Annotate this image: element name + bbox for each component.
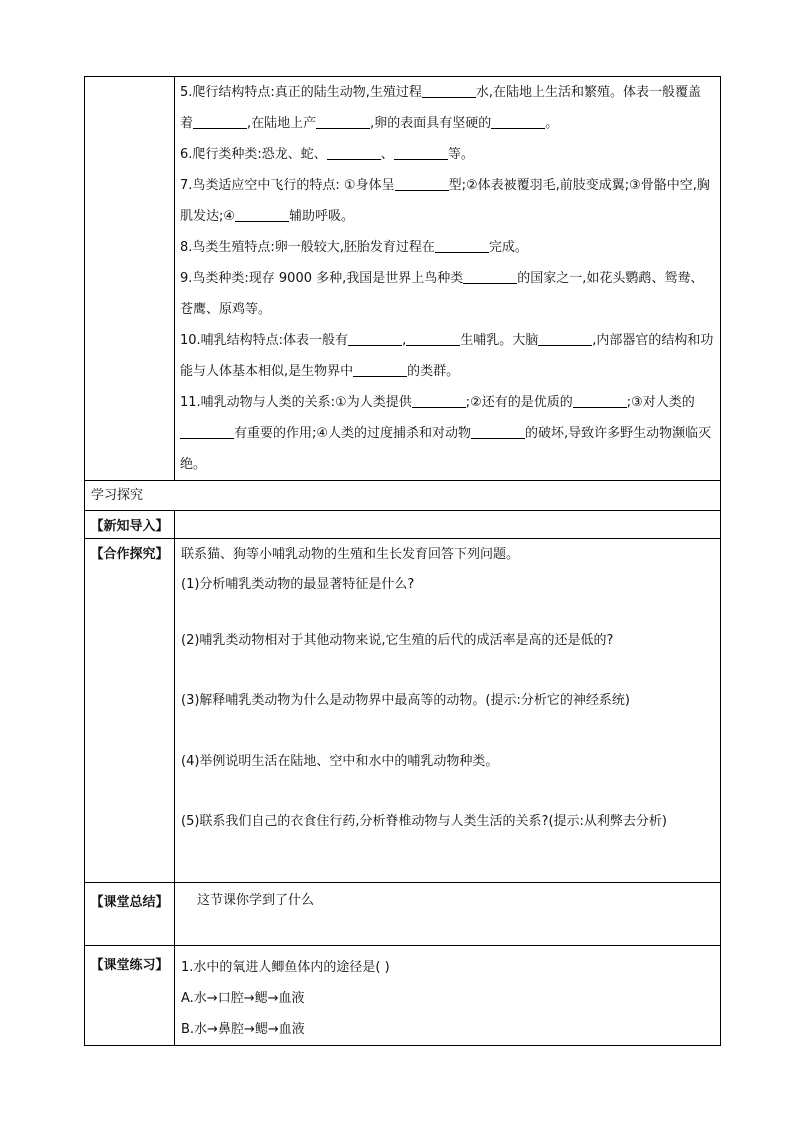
summary-content	[175, 883, 721, 946]
review-5-text-c: ,在陆地上产	[247, 116, 317, 131]
coop-question-5: (5)联系我们自己的衣食住行药,分析脊椎动物与人类生活的关系?(提示:从利弊去分析)	[181, 814, 667, 829]
review-item-8	[175, 232, 720, 263]
review-5-text-d: ,卵的表面具有坚硬的	[370, 116, 492, 131]
practice-option-b: B.水→鼻腔→鳃→血液	[181, 1022, 305, 1037]
blank[interactable]	[406, 332, 460, 346]
practice-option-a: A.水→口腔→鳃→血液	[181, 991, 305, 1006]
review-11-text-e: 的破坏,导致许多野生动物濒临灭绝。	[180, 426, 712, 472]
review-11-text-c: ;③对人类的	[626, 395, 695, 410]
blank[interactable]	[348, 332, 402, 346]
explore-title-row	[85, 481, 721, 511]
review-item-7	[175, 170, 720, 232]
intro-content[interactable]	[175, 511, 721, 539]
review-10-text-a: 10.哺乳结构特点:体表一般有	[180, 333, 349, 348]
worksheet-table	[84, 76, 721, 1046]
review-7-text-a: 7.鸟类适应空中飞行的特点: ①身体呈	[180, 178, 395, 193]
explore-title: 学习探究	[85, 481, 721, 511]
coop-label: 【合作探究】	[85, 539, 175, 883]
review-10-text-d: ,内部器官的结构和功能与人体基本相似,是生物界中	[180, 333, 714, 379]
review-5-text-a: 5.爬行结构特点:真正的陆生动物,生殖过程	[180, 85, 422, 100]
review-7-text-b: 型;②体表被覆羽毛,前肢变成翼;③骨骼中空,胸肌发达;④	[180, 178, 710, 224]
review-5-text-e: 。	[545, 116, 559, 131]
review-content-cell	[175, 77, 721, 481]
review-item-9	[175, 263, 720, 325]
practice-row	[85, 946, 721, 1046]
review-11-text-d: 有重要的作用;④人类的过度捕杀和对动物	[234, 426, 472, 441]
coop-question-2: (2)哺乳类动物相对于其他动物来说,它生殖的后代的成活率是高的还是低的?	[181, 633, 614, 648]
intro-label: 【新知导入】	[85, 511, 175, 539]
review-11-text-a: 11.哺乳动物与人类的关系:①为人类提供	[180, 395, 412, 410]
review-8-text-b: 完成。	[488, 240, 528, 255]
blank[interactable]	[180, 425, 234, 439]
blank[interactable]	[412, 394, 466, 408]
review-7-text-c: 辅助呼吸。	[289, 209, 355, 224]
blank[interactable]	[327, 146, 381, 160]
review-item-6	[175, 139, 720, 170]
coop-question-3: (3)解释哺乳类动物为什么是动物界中最高等的动物。(提示:分析它的神经系统)	[181, 693, 630, 708]
review-10-text-e: 的类群。	[407, 364, 460, 379]
review-10-text-b: ,	[402, 333, 407, 348]
blank[interactable]	[491, 115, 545, 129]
blank[interactable]	[394, 146, 448, 160]
blank[interactable]	[235, 208, 289, 222]
blank[interactable]	[463, 270, 517, 284]
practice-label: 【课堂练习】	[85, 946, 175, 1046]
blank[interactable]	[422, 84, 476, 98]
practice-content	[175, 946, 721, 1046]
review-10-text-c: 生哺乳。大脑	[460, 333, 539, 348]
review-label-cell	[85, 77, 175, 481]
summary-row	[85, 883, 721, 946]
review-item-11	[175, 387, 720, 480]
review-9-text-b: 的国家之一,如花头鹦鹉、鸳鸯、苍鹰、原鸡等。	[180, 271, 704, 317]
blank[interactable]	[193, 115, 247, 129]
blank[interactable]	[573, 394, 627, 408]
intro-row	[85, 511, 721, 539]
review-item-10	[175, 325, 720, 387]
review-6-text-c: 等。	[447, 147, 474, 162]
coop-question-4: (4)举例说明生活在陆地、空中和水中的哺乳动物种类。	[181, 754, 499, 769]
coop-lead: 联系猫、狗等小哺乳动物的生殖和生长发育回答下列问题。	[181, 547, 520, 562]
review-11-text-b: ;②还有的是优质的	[465, 395, 573, 410]
blank[interactable]	[316, 115, 370, 129]
blank[interactable]	[395, 177, 449, 191]
blank[interactable]	[471, 425, 525, 439]
worksheet-table-wrapper	[84, 76, 721, 1046]
blank[interactable]	[538, 332, 592, 346]
review-5-text-b: 水,在陆地上生活和繁殖。体表一般覆盖着	[180, 85, 702, 131]
coop-question-1: (1)分析哺乳类动物的最显著特征是什么?	[181, 577, 415, 592]
summary-label: 【课堂总结】	[85, 883, 175, 946]
coop-content	[175, 539, 721, 883]
review-8-text-a: 8.鸟类生殖特点:卵一般较大,胚胎发育过程在	[180, 240, 435, 255]
blank[interactable]	[435, 239, 489, 253]
review-row	[85, 77, 721, 481]
review-item-5	[175, 77, 720, 139]
blank[interactable]	[353, 363, 407, 377]
summary-text: 这节课你学到了什么	[197, 893, 315, 908]
practice-question-1: 1.水中的氧进人鲫鱼体内的途径是( )	[181, 960, 390, 975]
review-9-text-a: 9.鸟类种类:现存 9000 多种,我国是世界上鸟种类	[180, 271, 464, 286]
coop-row	[85, 539, 721, 883]
review-6-text-b: 、	[380, 147, 394, 162]
review-6-text-a: 6.爬行类种类:恐龙、蛇、	[180, 147, 327, 162]
